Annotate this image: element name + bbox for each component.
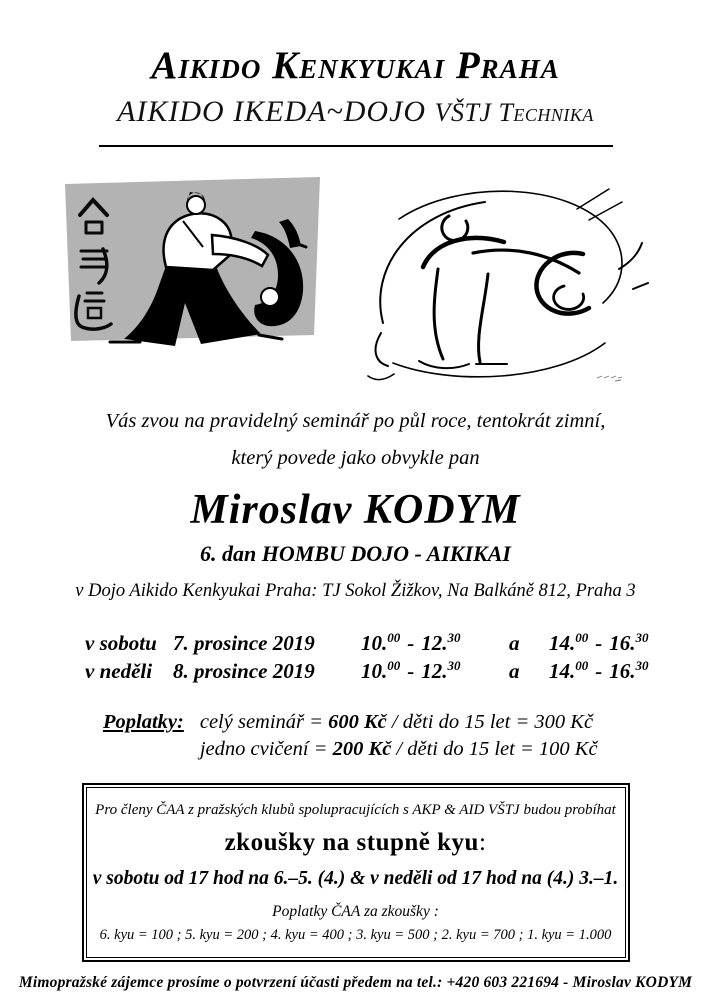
fees-label: Poplatky: [103, 711, 184, 733]
fee-amount: 600 Kč [328, 711, 387, 733]
fee-line-single-session: jedno cvičení = 200 Kč / děti do 15 let = 100 Kč [199, 738, 598, 760]
exam-intro: Pro členy ČAA z pražských klubů spolupracujících s AKP & AID VŠTJ budou probíhat [95, 802, 616, 818]
illustration-row [62, 175, 649, 387]
time-range-afternoon: 14.00 - 16.30 [549, 658, 649, 683]
conjunction: a [509, 631, 520, 655]
fees-lines [200, 709, 598, 763]
intro-line-1: Vás zvou na pravidelný seminář po půl roce, tentokrát zimní, [105, 410, 606, 432]
footer-note: Mimopražské zájemce prosíme o potvrzení účasti předem na tel.: +420 603 221694 - Miroslav KODYM [18, 974, 693, 991]
aikido-throw-illustration [62, 175, 324, 371]
header-divider [99, 145, 613, 147]
subtitle-main: AIKIDO IKEDA~DOJO [117, 95, 427, 128]
sketch-strokes [368, 189, 648, 380]
artist-signature [597, 376, 622, 381]
aikido-ink-sketch [363, 175, 649, 387]
day-label: v neděli [85, 659, 153, 683]
instructor-rank: 6. dan HOMBU DOJO - AIKIKAI [200, 541, 511, 566]
intro-line-2: který povede jako obvykle pan [231, 447, 480, 469]
exam-schedule: v sobotu od 17 hod na 6.–5. (4.) & v neděli od 17 hod na (4.) 3.–1. [92, 868, 619, 889]
date-label: 8. prosince 2019 [173, 659, 315, 683]
exam-fees-title: Poplatky ČAA za zkoušky : [272, 903, 439, 920]
exam-heading: zkoušky na stupně kyu: [224, 829, 487, 856]
exam-box [82, 783, 630, 962]
time-range-morning: 10.00 - 12.30 [361, 630, 461, 655]
header [0, 0, 711, 147]
time-range-morning: 10.00 - 12.30 [361, 658, 461, 683]
conjunction: a [509, 659, 520, 683]
instructor-name: Miroslav KODYM [190, 487, 521, 533]
subtitle-side: VŠTJ Technika [434, 98, 594, 127]
venue-line: v Dojo Aikido Kenkyukai Praha: TJ Sokol Žižkov, Na Balkáně 812, Praha 3 [75, 581, 636, 601]
seminar-schedule [85, 629, 711, 685]
invitation-text [0, 403, 711, 477]
exam-fees-line: 6. kyu = 100 ; 5. kyu = 200 ; 4. kyu = 400 ; 3. kyu = 500 ; 2. kyu = 700 ; 1. kyu = 1.000 [99, 927, 612, 943]
page-title: Aikido Kenkyukai Praha [151, 44, 560, 87]
schedule-row-sunday [85, 657, 711, 685]
fee-amount: 200 Kč [332, 738, 392, 760]
day-label: v sobotu [85, 631, 157, 655]
exam-box-inner [86, 787, 626, 958]
time-range-afternoon: 14.00 - 16.30 [549, 630, 649, 655]
fees-section [103, 709, 711, 763]
schedule-row-saturday [85, 629, 711, 657]
page-subtitle [0, 94, 711, 131]
date-label: 7. prosince 2019 [173, 631, 315, 655]
fee-line-full-seminar: celý seminář = 600 Kč / děti do 15 let = 300 Kč [199, 711, 594, 733]
